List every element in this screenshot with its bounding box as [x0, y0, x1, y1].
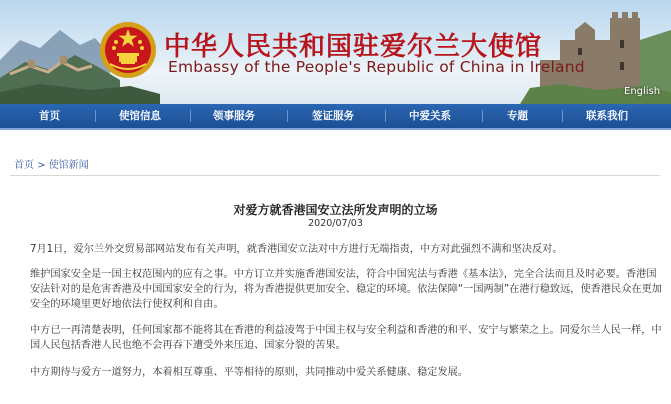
nav-divider — [385, 110, 386, 122]
breadcrumb-section-link[interactable]: 使馆新闻 — [48, 160, 89, 171]
nav-item-topics[interactable]: 专题 — [507, 110, 528, 122]
breadcrumb-home-link[interactable]: 首页 — [14, 160, 34, 171]
article-paragraph: 7月1日，爱尔兰外交贸易部网站发布有关声明，就香港国安立法对中方进行无端指责，中方对此强烈不满和坚决反对。 — [30, 244, 563, 255]
breadcrumb-separator: > — [37, 160, 46, 171]
embassy-title-en: Embassy of the People's Republic of China in Ireland — [168, 58, 585, 76]
breadcrumb-divider — [10, 175, 660, 176]
main-nav — [0, 104, 671, 130]
english-language-link[interactable]: English — [624, 86, 661, 97]
nav-divider — [287, 110, 288, 122]
nav-divider — [482, 110, 483, 122]
nav-item-embassy-info[interactable]: 使馆信息 — [119, 110, 161, 122]
national-emblem-icon — [98, 20, 158, 80]
nav-divider — [562, 110, 563, 122]
article-paragraph: 维护国家安全是一国主权范围内的应有之事。中方订立并实施香港国安法，符合中国宪法与香港《基本法》，完全合法而且及时必要。香港国安法针对的是危害香港及中国国家安全的行为，将为香港提供更加安全、稳定的环境。依法保障“一国两制”在港行稳致远，使香港民众在更加安全的环境里更好地依法行使权利和自由。 — [30, 269, 662, 310]
nav-item-home[interactable]: 首页 — [39, 110, 60, 122]
header-banner — [0, 0, 671, 104]
breadcrumb — [14, 156, 89, 171]
nav-item-china-ireland[interactable]: 中爱关系 — [409, 110, 451, 122]
nav-item-contact[interactable]: 联系我们 — [586, 110, 628, 122]
nav-item-consular[interactable]: 领事服务 — [213, 110, 255, 122]
article-paragraph: 中方已一再清楚表明，任何国家都不能将其在香港的利益凌驾于中国主权与安全利益和香港的和平、安宁与繁荣之上。同爱尔兰人民一样，中国人民包括香港人民也绝不会再吞下遭受外来压迫、国家分裂的苦果。 — [30, 325, 662, 351]
nav-divider — [190, 110, 191, 122]
article-paragraph: 中方期待与爱方一道努力，本着相互尊重、平等相待的原则，共同推动中爱关系健康、稳定发展。 — [30, 367, 469, 378]
nav-divider — [95, 110, 96, 122]
article-date: 2020/07/03 — [308, 218, 363, 229]
nav-item-visa[interactable]: 签证服务 — [312, 110, 354, 122]
article-title: 对爱方就香港国安立法所发声明的立场 — [233, 203, 438, 217]
embassy-title-cn: 中华人民共和国驻爱尔兰大使馆 — [164, 32, 543, 62]
